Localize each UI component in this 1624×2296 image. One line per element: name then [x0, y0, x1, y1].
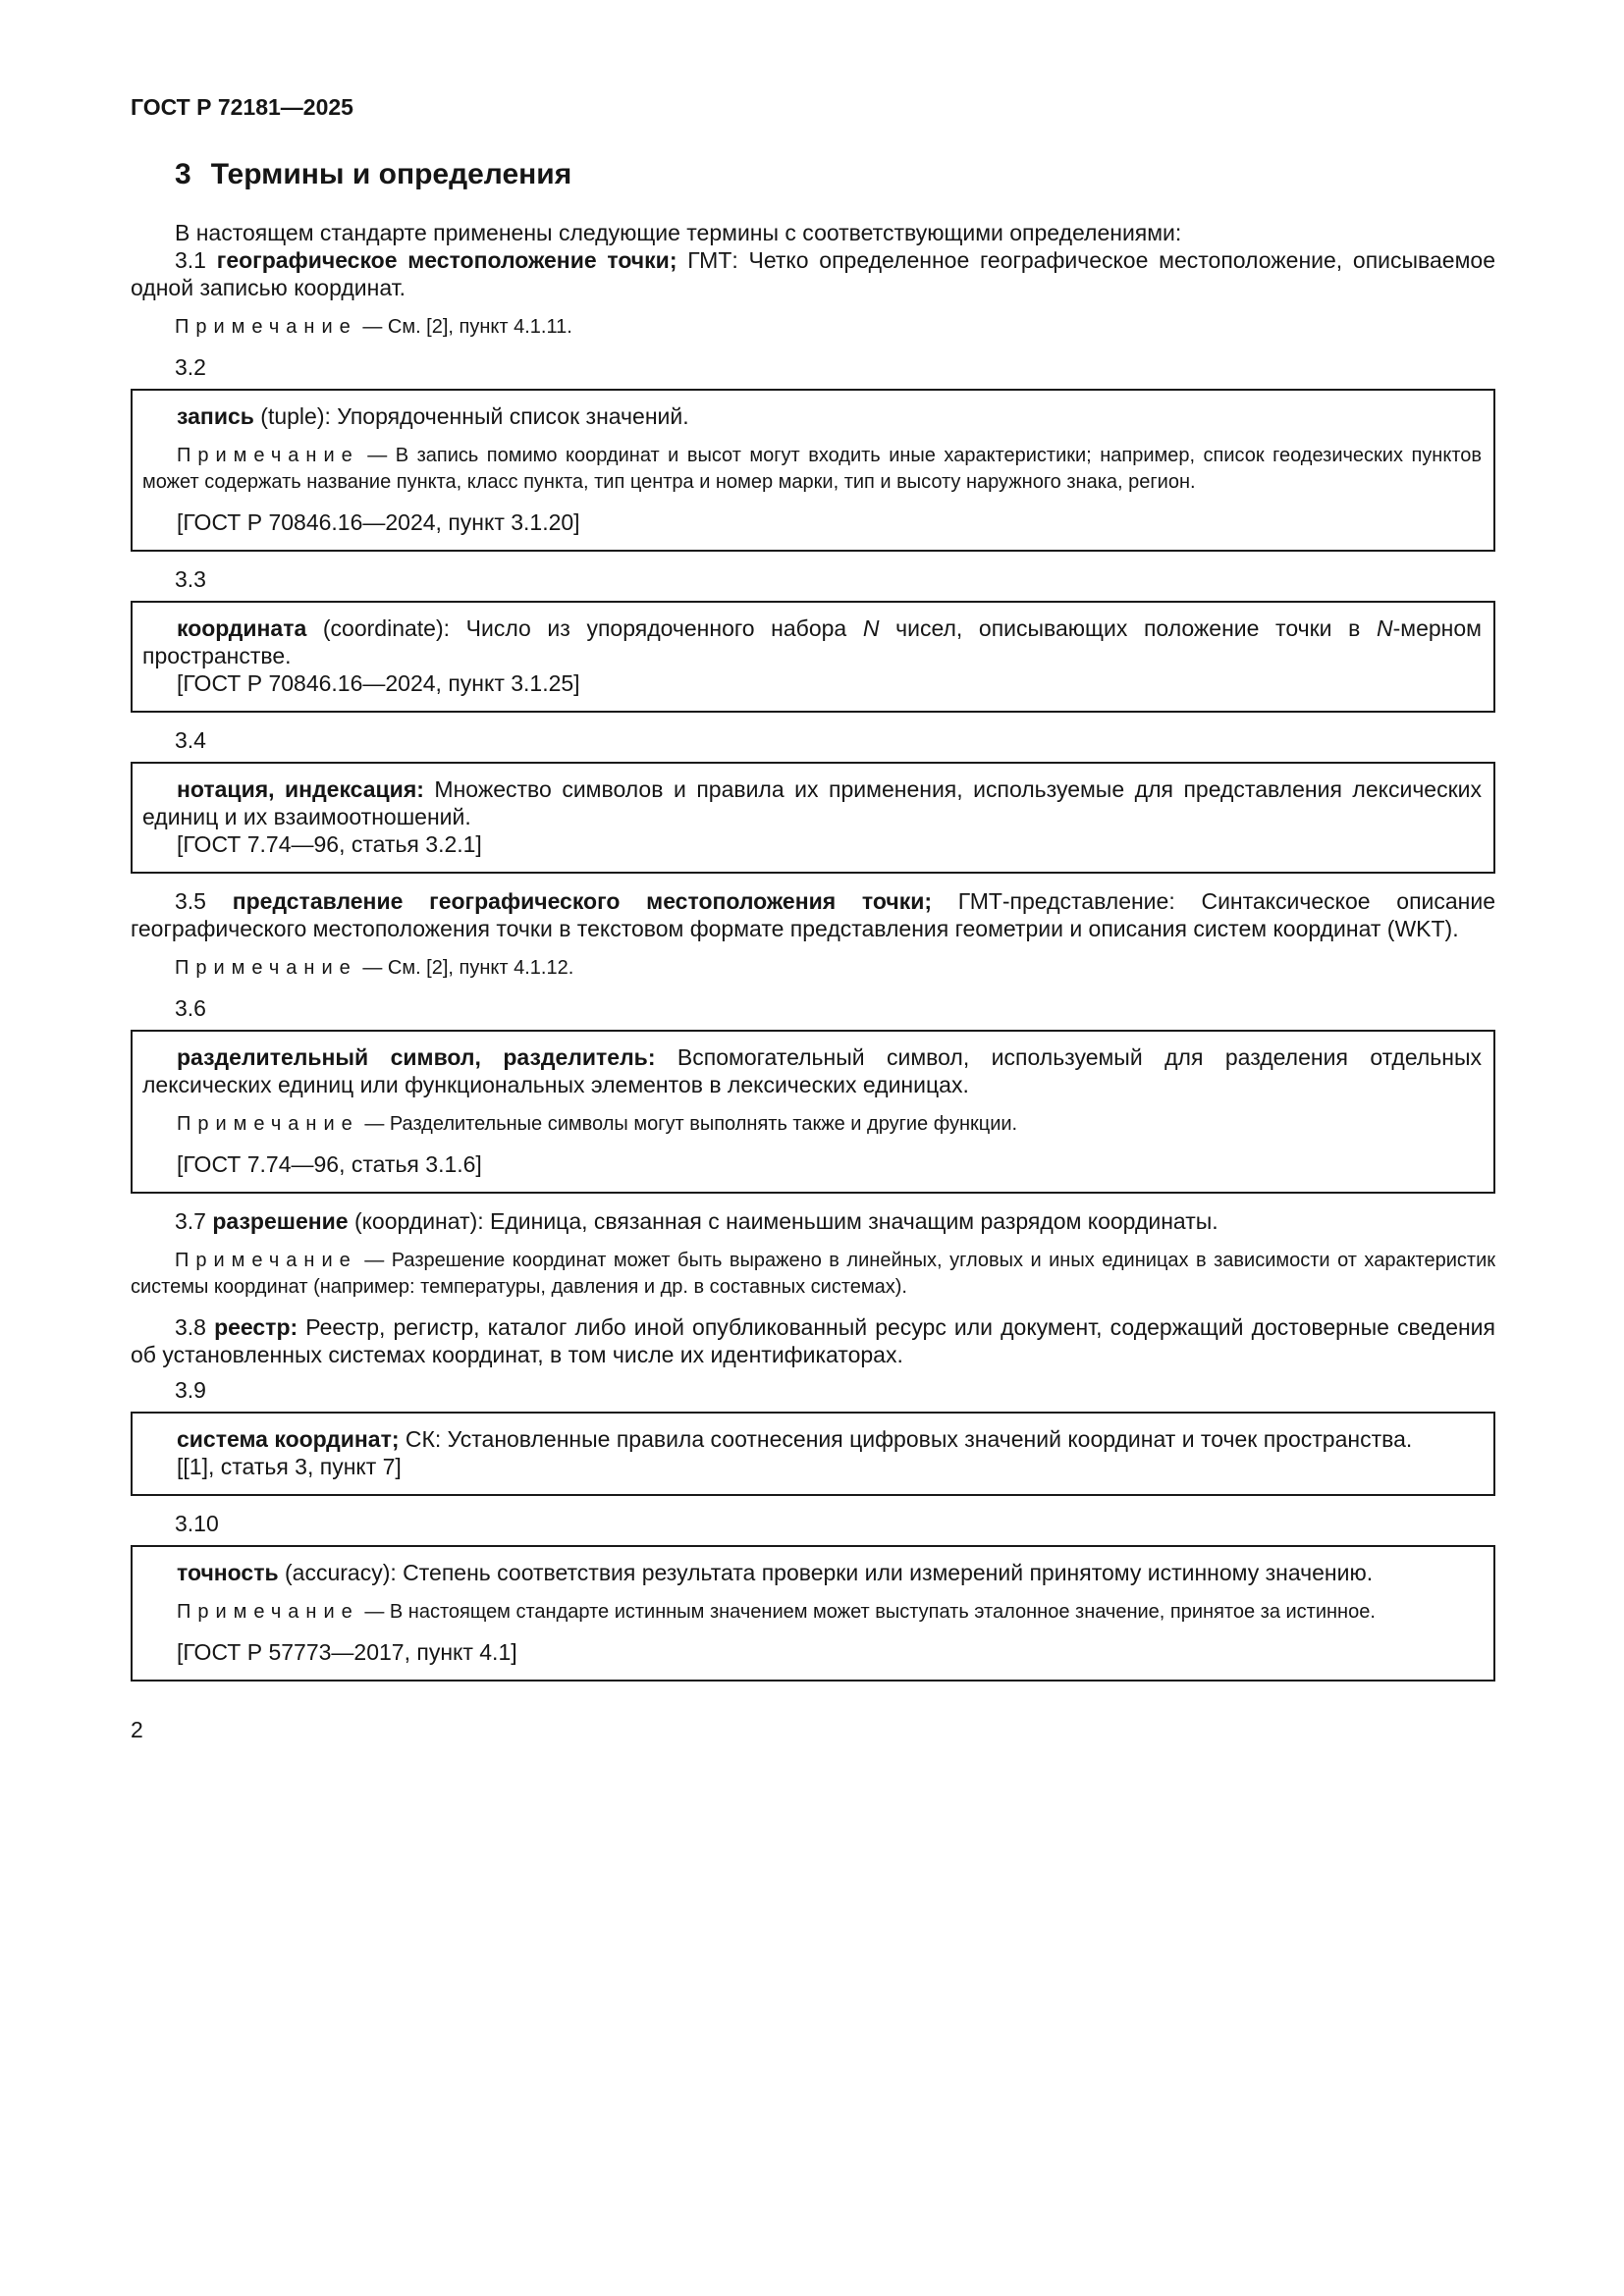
term-definition: (tuple): Упорядоченный список значений.	[253, 403, 689, 429]
term-paragraph	[142, 614, 1482, 669]
clause-number: 3.8	[175, 1314, 215, 1340]
term-definition: Вспомогательный символ, используемый для разделения отдельных лексических единиц или функциональных элементов в лексических единицах.	[142, 1044, 1482, 1097]
document-header: ГОСТ Р 72181—2025	[131, 94, 353, 120]
term-name: разрешение	[212, 1208, 349, 1234]
term-paragraph-3-8	[131, 1313, 1495, 1368]
page-content	[131, 94, 1495, 1766]
term-name: координата	[177, 615, 307, 641]
note-3-2	[142, 443, 1482, 496]
term-definition: чисел, описывающих положение точки в	[879, 615, 1377, 641]
note-text: — Разрешение координат может быть выражено в линейных, угловых и иных единицах в зависимости от характеристик системы координат (например: температуры, давления и др. в составных системах).	[131, 1250, 1495, 1298]
page-number: 2	[131, 1717, 143, 1742]
note-3-5	[131, 955, 1495, 982]
note-label: Примечание	[177, 1601, 359, 1623]
term-definition: ГМТ-представление: Синтаксическое описание географического местоположения точки в текстовом формате представления геометрии и описания систем координат (WKT).	[131, 888, 1496, 941]
term-box-3-3	[131, 601, 1495, 713]
note-3-1	[131, 314, 1495, 341]
source-reference: [ГОСТ Р 70846.16—2024, пункт 3.1.25]	[177, 670, 580, 696]
term-name: разделительный символ, разделитель:	[177, 1044, 656, 1070]
note-label: Примечание	[177, 1113, 359, 1135]
intro-paragraph: В настоящем стандарте применены следующие термины с соответствующими определениями:	[175, 220, 1182, 245]
term-definition: (координат): Единица, связанная с наименьшим значащим разрядом координаты.	[348, 1208, 1218, 1234]
source-reference: [[1], статья 3, пункт 7]	[177, 1454, 402, 1479]
clause-number-3-4: 3.4	[175, 727, 206, 753]
term-name: нотация, индексация:	[177, 776, 424, 802]
term-paragraph	[142, 1043, 1482, 1098]
term-paragraph-3-5	[131, 887, 1495, 942]
term-definition: Множество символов и правила их применения, используемые для представления лексических единиц и их взаимоотношений.	[142, 776, 1482, 829]
term-name: запись	[177, 403, 254, 429]
clause-number-3-3: 3.3	[175, 566, 206, 592]
term-definition: СК: Установленные правила соотнесения цифровых значений координат и точек пространства.	[399, 1426, 1413, 1452]
term-definition: Реестр, регистр, каталог либо иной опубликованный ресурс или документ, содержащий достоверные сведения об установленных системах координат, в том числе их идентификаторах.	[131, 1314, 1495, 1367]
section-title-text: Термины и определения	[210, 158, 572, 190]
note-label: Примечание	[175, 957, 357, 979]
note-3-6	[142, 1111, 1482, 1138]
term-paragraph	[142, 775, 1482, 830]
term-definition: -мерном пространстве.	[142, 615, 1482, 668]
note-text: — В запись помимо координат и высот могут входить иные характеристики; например, список геодезических пунктов может содержать название пункта, класс пункта, тип центра и номер марки, тип и высоту наружного знака, регион.	[142, 445, 1482, 493]
term-paragraph	[142, 1425, 1482, 1453]
term-definition: ГМТ: Четко определенное географическое местоположение, описываемое одной записью координат.	[131, 247, 1495, 300]
term-name: географическое местоположение точки;	[216, 247, 677, 273]
term-paragraph	[142, 402, 1482, 430]
term-paragraph-3-1	[131, 246, 1495, 301]
source-reference: [ГОСТ Р 70846.16—2024, пункт 3.1.20]	[177, 509, 580, 535]
clause-number-3-10: 3.10	[175, 1511, 219, 1536]
clause-number: 3.5	[175, 888, 233, 914]
note-text: — См. [2], пункт 4.1.11.	[356, 316, 572, 338]
term-name: представление географического местоположения точки;	[232, 888, 933, 914]
term-box-3-2	[131, 389, 1495, 552]
clause-number-3-9: 3.9	[175, 1377, 206, 1403]
note-text: — См. [2], пункт 4.1.12.	[356, 957, 574, 979]
term-box-3-4	[131, 762, 1495, 874]
note-label: Примечание	[175, 1250, 357, 1271]
source-reference: [ГОСТ Р 57773—2017, пункт 4.1]	[177, 1639, 517, 1665]
term-box-3-6	[131, 1030, 1495, 1194]
clause-number: 3.1	[175, 247, 217, 273]
note-text: — В настоящем стандарте истинным значением может выступать эталонное значение, принятое за истинное.	[358, 1601, 1376, 1623]
term-definition: (coordinate): Число из упорядоченного набора	[306, 615, 863, 641]
variable-n: N	[862, 615, 880, 641]
source-reference: [ГОСТ 7.74—96, статья 3.1.6]	[177, 1151, 482, 1177]
term-box-3-9	[131, 1412, 1495, 1496]
section-number: 3	[175, 158, 191, 190]
clause-number-3-6: 3.6	[175, 995, 206, 1021]
term-name: реестр:	[214, 1314, 298, 1340]
note-3-7	[131, 1248, 1495, 1301]
note-3-10	[142, 1599, 1482, 1626]
clause-number-3-2: 3.2	[175, 354, 206, 380]
clause-number: 3.7	[175, 1208, 213, 1234]
note-label: Примечание	[177, 445, 359, 466]
term-paragraph-3-7	[131, 1207, 1495, 1235]
section-title	[131, 158, 1495, 191]
source-reference: [ГОСТ 7.74—96, статья 3.2.1]	[177, 831, 482, 857]
term-box-3-10	[131, 1545, 1495, 1682]
note-label: Примечание	[175, 316, 357, 338]
term-paragraph	[142, 1559, 1482, 1586]
term-name: точность	[177, 1560, 279, 1585]
variable-n: N	[1377, 615, 1393, 641]
term-definition: (accuracy): Степень соответствия результата проверки или измерений принятому истинному значению.	[278, 1560, 1374, 1585]
note-text: — Разделительные символы могут выполнять также и другие функции.	[358, 1113, 1018, 1135]
term-name: система координат;	[177, 1426, 400, 1452]
